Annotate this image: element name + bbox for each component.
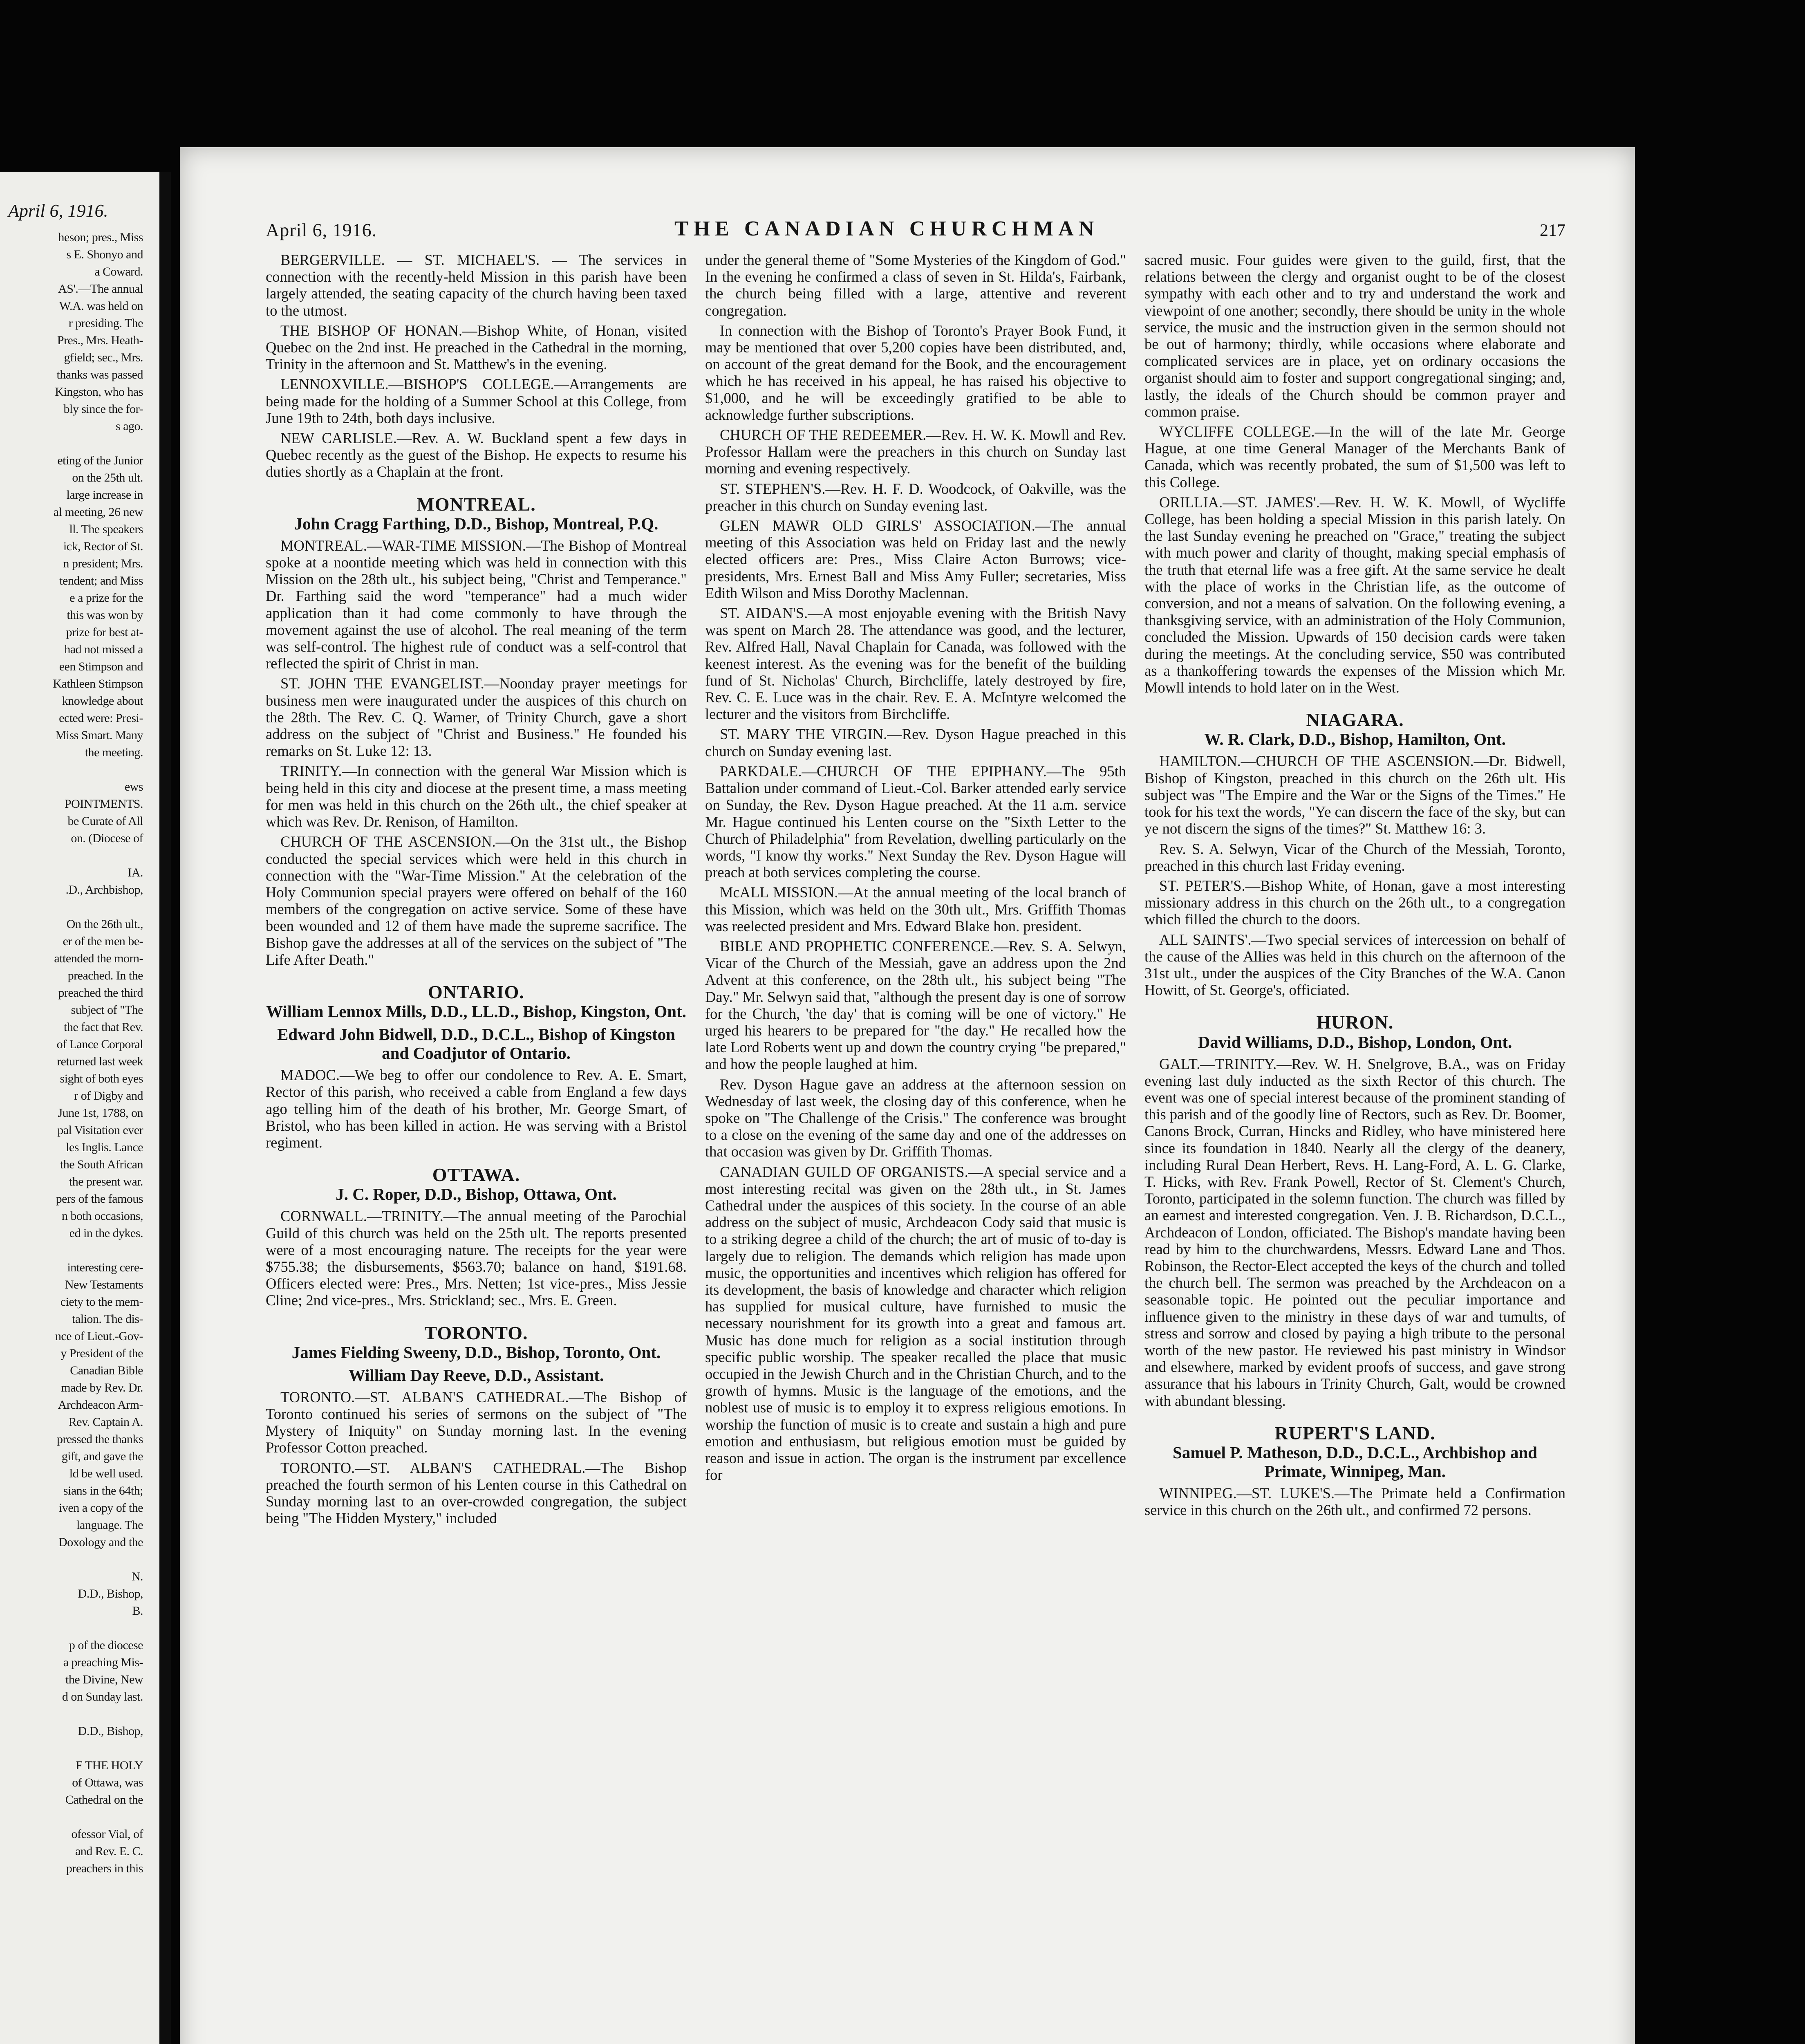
article-paragraph: CANADIAN GUILD OF ORGANISTS.—A special service and a most interesting recital was given on the 28th ult., in St. James Cathedral under the auspices of this society. In the course of an able address on the subject of music, Archdeacon Cody said that music is to a striking degree a child of the church; the art of music of to-day is largely due to religion. The demands which religion has made upon music, the opportunities and incentives which religion has offered for its development, the basis of knowledge and character which religion has supplied for musical culture, have furnished to music the necessary nourishment for its growth into a great and famous art. Music has done much for religion as a social institution through specific public worship. The speaker recalled the place that music occupied in the Jewish Church and in the Christian Church, and to the growth of hymns. Music is the language of the emotions, and the noblest use of music is to employ it to express religious emotions. In worship the function of music is to create and sustain a high and pure emotion and enthusiasm, but religious emotion must be guided by reason and issue in action. The organ is the instrument par excellence for: [705, 1163, 1126, 1484]
article-paragraph: GALT.—TRINITY.—Rev. W. H. Snelgrove, B.A., was on Friday evening last duly inducted as the sixth Rector of this church. The event was one of special interest because of the prominent standing of this parish and of the goodly line of Rectors, such as Rev. Dr. Boomer, Canons Brock, Curran, Hincks and Ridley, who have ministered here since its foundation in 1840. Nearly all the clergy of the deanery, including Rural Dean Herbert, Revs. H. Lang-Ford, A. L. G. Clarke, T. Hicks, with Rev. Frank Powell, Rector of St. Clement's Church, Toronto, participated in the solemn function. The church was filled by an earnest and interested congregation. Ven. J. B. Richardson, D.C.L., Archdeacon of London, officiated. The Bishop's mandate having been read by him to the churchwardens, Messrs. Edward Lane and Thos. Robinson, the Rector-Elect accepted the keys of the church and tolled the church bell. The sermon was preached by the Archdeacon on a seasonable topic. He pointed out the peculiar importance and influence given to the ministry in these days of war and tumults, of stress and sorrow and closed by paying a high tribute to the personal worth of the new pastor. He reviewed his past ministry in Windsor and elsewhere, marked by evident proofs of success, and gave strong assurance that his labours in Trinity Church, Galt, would be crowned with abundant blessing.: [1144, 1055, 1565, 1409]
coadjutor-line: Edward John Bidwell, D.D., D.C.L., Bishop of Kingston and Coadjutor of Ontario.: [277, 1025, 675, 1063]
previous-page-date: April 6, 1916.: [8, 201, 108, 221]
article-paragraph: under the general theme of "Some Mysteries of the Kingdom of God." In the evening he confirmed a class of seven in St. Hilda's, Fairbank, the church being filled with a large, attentive and reverent congregation.: [705, 251, 1126, 319]
bishop-line: David Williams, D.D., Bishop, London, Ont.: [1198, 1032, 1512, 1051]
article-paragraph: THE BISHOP OF HONAN.—Bishop White, of Honan, visited Quebec on the 2nd inst. He preached in the Cathedral in the morning, Trinity in the afternoon and St. Matthew's in the evening.: [266, 322, 687, 373]
archbishop-line: Samuel P. Matheson, D.D., D.C.L., Archbishop and Primate, Winnipeg, Man.: [1173, 1443, 1537, 1481]
article-paragraph: ALL SAINTS'.—Two special services of intercession on behalf of the cause of the Allies was held in this church on the afternoon of the 31st ult., under the auspices of the City Branches of the W.A. Canon Howitt, of St. George's, officiated.: [1144, 931, 1565, 999]
article-paragraph: CORNWALL.—TRINITY.—The annual meeting of the Parochial Guild of this church was held on the 25th ult. The reports presented were of a most encouraging nature. The receipts for the year were $755.38; the disbursements, $563.70; balance on hand, $191.68. Officers elected were: Pres., Mrs. Netten; 1st vice-pres., Miss Jessie Cline; 2nd vice-pres., Mrs. Strickland; sec., Mrs. E. Green.: [266, 1208, 687, 1309]
diocese-heading-montreal: MONTREAL.: [417, 493, 536, 515]
page-header: [266, 217, 1565, 245]
previous-page-text: heson; pres., Miss s E. Shonyo and a Coward. AS'.—The annual W.A. was held on r presiding. The Pres., Mrs. Heath- gfield; sec., Mrs. thanks was passed Kingston, who has bly since the for- s ago. eting of the Junior on the 25th ult. large increase in al meeting, 26 new ll. The speakers ick, Rector of St. n president; Mrs. tendent; and Miss e a prize for the this was won by prize for best at- had not missed a een Stimpson and Kathleen Stimpson knowledge about ected were: Presi- Miss Smart. Many the meeting. ews POINTMENTS. be Curate of All on. (Diocese of IA. .D., Archbishop, On the 26th ult., er of the men be- attended the morn- preached. In the preached the third subject of "The the fact that Rev. of Lance Corporal returned last week sight of both eyes r of Digby and June 1st, 1788, on pal Visitation ever les Inglis. Lance the South African the present war. pers of the famous n both occasions, ed in the dykes. interesting cere- New Testaments ciety to the mem- talion. The dis- nce of Lieut.-Gov- y President of the Canadian Bible made by Rev. Dr. Archdeacon Arm- Rev. Captain A. pressed the thanks gift, and gave the ld be well used. sians in the 64th; iven a copy of the language. The Doxology and the N. D.D., Bishop, B. p of the diocese a preaching Mis- the Divine, New d on Sunday last. D.D., Bishop, F THE HOLY of Ottawa, was Cathedral on the ofessor Vial, of and Rev. E. C. preachers in this: [53, 231, 143, 1875]
diocese-heading-huron: HURON.: [1316, 1012, 1394, 1033]
article-paragraph: CHURCH OF THE REDEEMER.—Rev. H. W. K. Mowll and Rev. Professor Hallam were the preachers in this church on Sunday last morning and evening respectively.: [705, 426, 1126, 477]
bishop-line: William Lennox Mills, D.D., LL.D., Bishop, Kingston, Ont.: [266, 1002, 686, 1021]
article-paragraph: BIBLE AND PROPHETIC CONFERENCE.—Rev. S. A. Selwyn, Vicar of the Church of the Messiah, gave an address upon the 2nd Advent at this conference, on the 28th ult., his subject being "The Day." Mr. Selwyn said that, "although the present day is one of sorrow for the Church, 'the day' that is coming will be one of victory." He urged his hearers to be prepared for "the day." He recalled how the late Lord Roberts went up and down the country crying "be prepared," and how the people laughed at him.: [705, 937, 1126, 1073]
diocese-heading-ruperts-land: RUPERT'S LAND.: [1274, 1422, 1435, 1443]
scan-background: [1633, 135, 1805, 2044]
article-paragraph: ST. STEPHEN'S.—Rev. H. F. D. Woodcock, of Oakville, was the preacher in this church on Sunday evening last.: [705, 480, 1126, 514]
article-paragraph: ST. MARY THE VIRGIN.—Rev. Dyson Hague preached in this church on Sunday evening last.: [705, 726, 1126, 760]
article-paragraph: ST. PETER'S.—Bishop White, of Honan, gave a most interesting missionary address in this church on the 26th ult., to a congregation which filled the church to the doors.: [1144, 877, 1565, 928]
article-paragraph: MADOC.—We beg to offer our condolence to Rev. A. E. Smart, Rector of this parish, who received a cable from England a few days ago telling him of the death of his brother, Mr. George Smart, of Bristol, who has been killed in action. He was serving with a Bristol regiment.: [266, 1067, 687, 1151]
page-number: 217: [1540, 221, 1565, 240]
diocese-heading-ottawa: OTTAWA.: [432, 1164, 520, 1186]
article-paragraph: PARKDALE.—CHURCH OF THE EPIPHANY.—The 95th Battalion under command of Lieut.-Col. Barker attended early service on Sunday, the Rev. Dyson Hague preached. At the 11 a.m. service Mr. Hague continued his Lenten course on the "Sixth Letter to the Church of Philadelphia" from Revelation, dwelling particularly on the words, "I know thy works." Next Sunday the Rev. Dyson Hague will preach at both services completing the course.: [705, 762, 1126, 881]
article-paragraph: MONTREAL.—WAR-TIME MISSION.—The Bishop of Montreal spoke at a noontide meeting which was held in connection with this Mission on the 28th ult., his subject being, "Christ and Temperance." Dr. Farthing said the word "temperance" had a much wider application than it had come commonly to have through the movement against the use of alcohol. The real meaning of the term was self-control. The highest rule of conduct was a self-control that reflected the spirit of Christ in man.: [266, 537, 687, 672]
article-paragraph: TORONTO.—ST. ALBAN'S CATHEDRAL.—The Bishop preached the fourth sermon of his Lenten course in this Cathedral on Sunday morning last to an over-crowded congregation, the subject being "The Hidden Mystery," included: [266, 1459, 687, 1527]
article-paragraph: TRINITY.—In connection with the general War Mission which is being held in this city and diocese at the present time, a mass meeting for men was held in this church on the 26th ult., the chief speaker at which was Rev. Dr. Renison, of Hamilton.: [266, 762, 687, 830]
bishop-line: John Cragg Farthing, D.D., Bishop, Montreal, P.Q.: [294, 514, 658, 533]
diocese-heading-toronto: TORONTO.: [424, 1322, 528, 1343]
article-paragraph: Rev. S. A. Selwyn, Vicar of the Church of the Messiah, Toronto, preached in this church last Friday evening.: [1144, 840, 1565, 874]
article-paragraph: McALL MISSION.—At the annual meeting of the local branch of this Mission, which was held on the 30th ult., Mrs. Griffith Thomas was reelected president and Mrs. Edward Blake hon. president.: [705, 884, 1126, 935]
column-3: [1144, 251, 1565, 1522]
column-2: [705, 251, 1126, 1486]
article-paragraph: Rev. Dyson Hague gave an address at the afternoon session on Wednesday of last week, the closing day of this conference, when he spoke on "The Challenge of the Crisis." The conference was brought to a close on the evening of the same day and one of the addresses on that occasion was given by Dr. Griffith Thomas.: [705, 1076, 1126, 1160]
article-paragraph: WYCLIFFE COLLEGE.—In the will of the late Mr. George Hague, at one time General Manager of the Merchants Bank of Canada, which was recently probated, the sum of $1,500 was left to this College.: [1144, 423, 1565, 491]
header-date: April 6, 1916.: [266, 220, 377, 240]
diocese-heading-niagara: NIAGARA.: [1306, 709, 1404, 731]
article-paragraph: WINNIPEG.—ST. LUKE'S.—The Primate held a Confirmation service in this church on the 26th ult., and confirmed 72 persons.: [1144, 1485, 1565, 1519]
column-1: [266, 251, 687, 1530]
article-paragraph: BERGERVILLE. — ST. MICHAEL'S. — The services in connection with the recently-held Mission in this parish have been largely attended, the seating capacity of the church having been taxed to the utmost.: [266, 251, 687, 319]
article-paragraph: ST. AIDAN'S.—A most enjoyable evening with the British Navy was spent on March 28. The attendance was good, and the lecturer, Rev. Alfred Hall, Naval Chaplain for Canada, was followed with the keenest interest. As the evening was for the benefit of the building fund of St. Nicholas' Church, Birchcliffe, lately destroyed by fire, Rev. C. E. Luce was in the chair. Rev. E. A. McIntyre welcomed the lecturer and the visitors from Birchcliffe.: [705, 605, 1126, 723]
bishop-line: J. C. Roper, D.D., Bishop, Ottawa, Ont.: [336, 1185, 617, 1204]
bishop-line: W. R. Clark, D.D., Bishop, Hamilton, Ont.: [1204, 730, 1506, 749]
article-paragraph: ORILLIA.—ST. JAMES'.—Rev. H. W. K. Mowll, of Wycliffe College, has been holding a special Mission in this parish lately. On the last Sunday evening he preached on "Grace," treating the subject with much power and clarity of thought, making special emphasis of the truth that eternal life was a free gift. At the same service he dealt with the place of works in the Christian life, as the outcome of conversion, and not a means of salvation. On the following evening, a thanksgiving service, with an administration of the Holy Communion, concluded the Mission. Upwards of 150 decision cards were taken during the meetings. At the concluding service, $50 was contributed as a thankoffering towards the expenses of the Mission which Mr. Mowll intends to hold later on in the West.: [1144, 493, 1565, 696]
assistant-bishop-line: William Day Reeve, D.D., Assistant.: [348, 1365, 604, 1385]
article-paragraph: TORONTO.—ST. ALBAN'S CATHEDRAL.—The Bishop of Toronto continued his series of sermons on the subject of "The Mystery of Iniquity" on Sunday morning last. In the evening Professor Cotton preached.: [266, 1388, 687, 1456]
article-paragraph: HAMILTON.—CHURCH OF THE ASCENSION.—Dr. Bidwell, Bishop of Kingston, preached in this church on the 26th ult. His subject was "The Empire and the War or the Signs of the Times." He took for his text the words, "Ye can discern the face of the sky, but can ye not discern the signs of the times?" St. Matthew 16: 3.: [1144, 753, 1565, 837]
article-paragraph: NEW CARLISLE.—Rev. A. W. Buckland spent a few days in Quebec recently as the guest of the Bishop. He expects to resume his duties shortly as a Chaplain at the front.: [266, 430, 687, 480]
article-paragraph: GLEN MAWR OLD GIRLS' ASSOCIATION.—The annual meeting of this Association was held on Friday last and the newly elected officers are: Pres., Miss Claire Acton Burrows; vice-presidents, Mrs. Ernest Ball and Miss Amy Fuller; secretaries, Miss Edith Wilson and Miss Dorothy Maclennan.: [705, 517, 1126, 601]
article-paragraph: sacred music. Four guides were given to the guild, first, that the relations between the clergy and organist ought to be of the closest sympathy with each other and to try and understand the work and viewpoint of one another; secondly, there should be unity in the whole service, the music and the instruction given in the sermon should not be out of harmony; thirdly, while occasions where elaborate and complicated services are in place, yet on ordinary occasions the organist should aim to foster and support congregational singing; and, lastly, the ideals of the Church should be common prayer and common praise.: [1144, 251, 1565, 420]
article-paragraph: ST. JOHN THE EVANGELIST.—Noonday prayer meetings for business men were inaugurated under the auspices of this church on the 28th. The Rev. C. Q. Warner, of Trinity Church, gave a short address on the subject of "Christ and Business." He founded his remarks on St. Luke 12: 13.: [266, 675, 687, 760]
diocese-heading-ontario: ONTARIO.: [428, 981, 524, 1002]
newspaper-page: [180, 147, 1635, 2044]
article-paragraph: CHURCH OF THE ASCENSION.—On the 31st ult., the Bishop conducted the special services which were held in this church in connection with the "War-Time Mission." At the celebration of the Holy Communion special prayers were offered on behalf of the 160 members of the congregation on active service. Some of these have been wounded and 12 of them have made the supreme sacrifice. The Bishop gave the addresses at all of the services on the subject of "The Life After Death.": [266, 833, 687, 968]
article-paragraph: In connection with the Bishop of Toronto's Prayer Book Fund, it may be mentioned that over 5,200 copies have been distributed, and, on account of the great demand for the Book, and the encouragement which he has received in his appeal, he has raised his objective to $1,000, and he will be exceedingly gratified to be able to acknowledge further subscriptions.: [705, 322, 1126, 423]
previous-page-fragment: [0, 172, 171, 2044]
article-paragraph: LENNOXVILLE.—BISHOP'S COLLEGE.—Arrangements are being made for the holding of a Summer School at this College, from June 19th to 24th, both days inclusive.: [266, 376, 687, 426]
masthead-title: THE CANADIAN CHURCHMAN: [674, 217, 1099, 240]
bishop-line: James Fielding Sweeny, D.D., Bishop, Toronto, Ont.: [291, 1342, 661, 1362]
